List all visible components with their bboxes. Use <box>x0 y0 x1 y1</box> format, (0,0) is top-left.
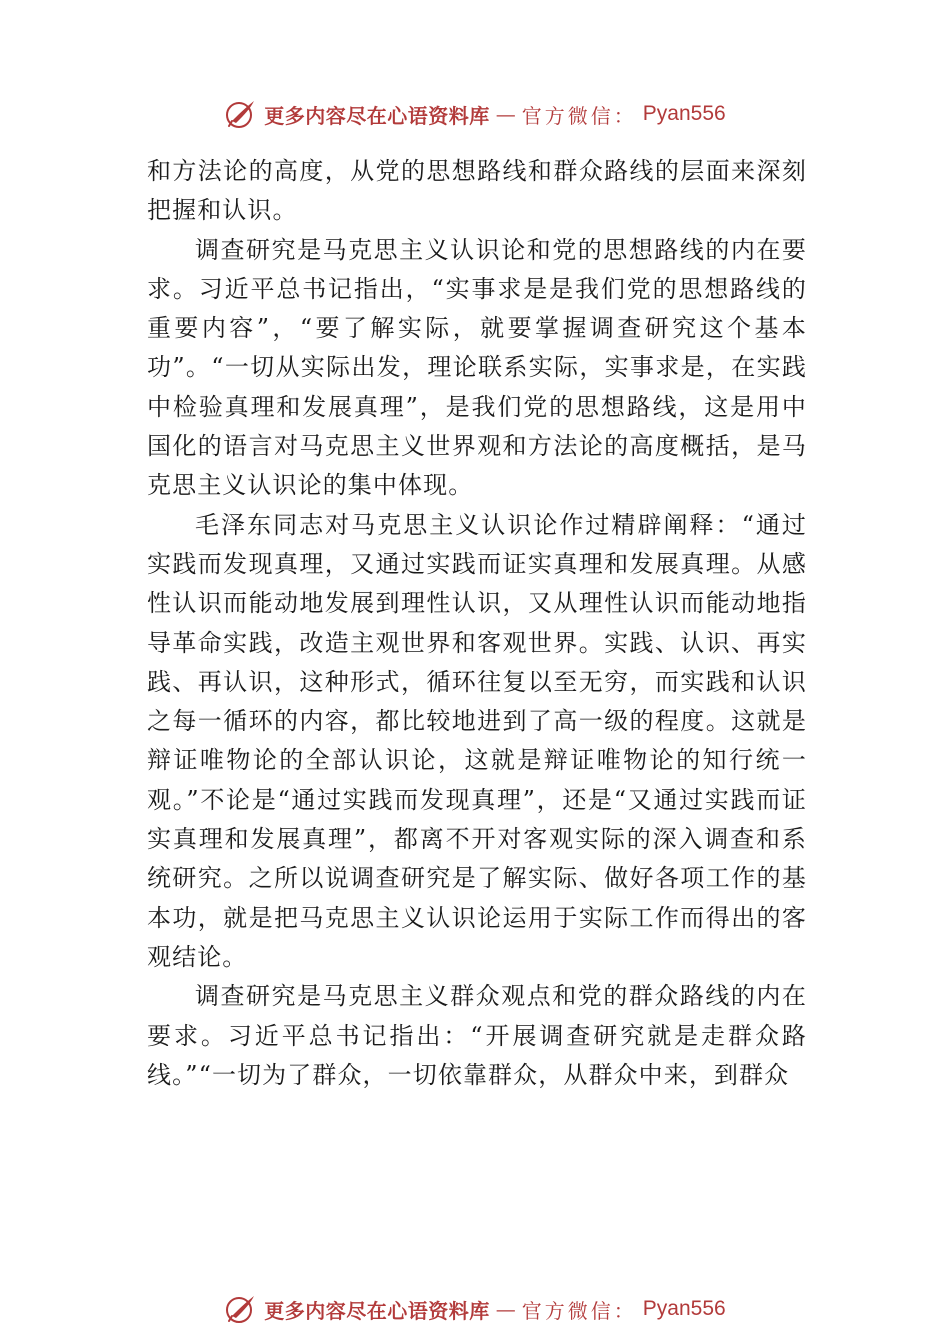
footer-sub-text: 官方微信： <box>521 1298 637 1323</box>
footer-main-text: 更多内容尽在心语资料库 <box>264 1298 490 1323</box>
header-separator: — <box>495 102 516 126</box>
footer-separator: — <box>495 1297 516 1321</box>
paragraph: 调查研究是马克思主义群众观点和党的群众路线的内在要求。习近平总书记指出：“开展调查研究就是走群众路线。”“一切为了群众，一切依靠群众，从群众中来，到群众 <box>147 982 807 1089</box>
quill-logo-icon <box>224 97 258 131</box>
paragraph: 调查研究是马克思主义认识论和党的思想路线的内在要求。习近平总书记指出，“实事求是是我们党的思想路线的重要内容”，“要了解实际，就要掌握调查研究这个基本功”。“一切从实际出发，理论联系实际，实事求是，在实践中检验真理和发展真理”，是我们党的思想路线，这是用中国化的语言对马克思主义世界观和方法论的高度概括，是马克思主义认识论的集中体现。 <box>147 235 807 500</box>
header-banner <box>0 92 950 136</box>
header-wechat-id: Pyan556 <box>642 102 726 125</box>
document-body <box>147 152 807 1095</box>
paragraph: 毛泽东同志对马克思主义认识论作过精辟阐释：“通过实践而发现真理，又通过实践而证实真理和发展真理。从感性认识而能动地发展到理性认识，又从理性认识而能动地指导革命实践，改造主观世界和客观世界。实践、认识、再实践、再认识，这种形式，循环往复以至无穷，而实践和认识之每一循环的内容，都比较地进到了高一级的程度。这就是辩证唯物论的全部认识论，这就是辩证唯物论的知行统一观。”不论是“通过实践而发现真理”，还是“又通过实践而证实真理和发展真理”，都离不开对客观实际的深入调查和系统研究。之所以说调查研究是了解实际、做好各项工作的基本功，就是把马克思主义认识论运用于实际工作而得出的客观结论。 <box>147 510 807 971</box>
quill-logo-icon <box>224 1292 258 1326</box>
footer-banner <box>0 1287 950 1331</box>
header-sub-text: 官方微信： <box>521 103 637 128</box>
paragraph-continuation: 和方法论的高度，从党的思想路线和群众路线的层面来深刻把握和认识。 <box>147 157 807 225</box>
footer-wechat-id: Pyan556 <box>642 1297 726 1320</box>
header-main-text: 更多内容尽在心语资料库 <box>264 103 490 128</box>
